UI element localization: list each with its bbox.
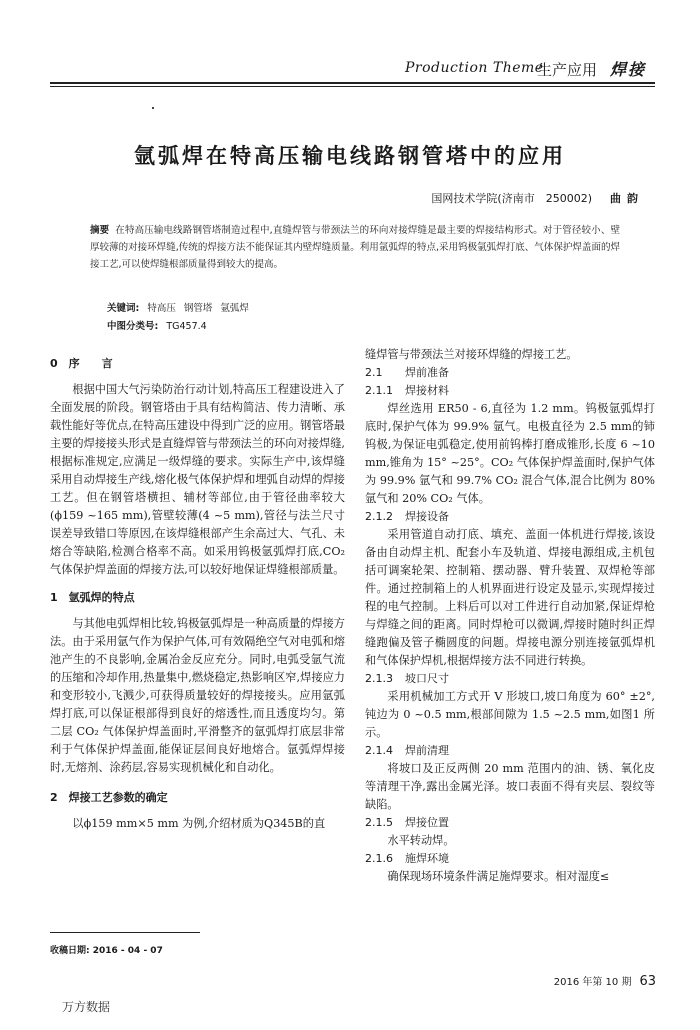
- text-line: 护焊盖面,能保证层间良好地熔合。氩弧焊焊接时,无熔: [50, 743, 345, 774]
- subsection-heading: [365, 382, 655, 400]
- subsection-heading: [365, 670, 655, 688]
- text-line: 采用管道自动打底、填充、盖面一体机进行焊接,: [387, 528, 633, 541]
- clc-code: TG457.4: [166, 321, 207, 332]
- text-line: 的铈钨极,为保证电弧稳定,使用前钨棒打磨成锥形,: [365, 420, 655, 451]
- classification: [107, 318, 207, 332]
- heading-label: 焊接材料: [405, 384, 449, 397]
- header-rule-thin: [50, 86, 655, 87]
- keywords: [107, 300, 257, 314]
- header-rule: [50, 82, 655, 84]
- section-heading: 1 氩弧焊的特点: [50, 591, 135, 604]
- paragraph: [365, 400, 655, 508]
- text-line: 测合格率不高。如采用钨极氩弧焊打底,CO₂ 气体保护: [50, 545, 345, 576]
- text-line: 长度 6 ~10 mm,锥角为 15° ~25°。CO₂ 气体保护焊盖: [365, 438, 656, 469]
- text-line: 稳定,热影响区窄,焊接应力和变形较小,飞溅少,可获得: [50, 671, 345, 702]
- paragraph: [365, 526, 655, 670]
- heading-label: 焊接位置: [405, 816, 449, 829]
- journal-name-en: Production Theme: [405, 60, 544, 76]
- page-number: 63: [639, 974, 656, 989]
- text-line: 水平转动焊。: [387, 834, 455, 847]
- text-line: 得到良好的熔透性,而且透度均匀。第二层 CO₂ 气体保: [50, 707, 346, 738]
- text-line: 剂、涂药层,容易实现机械化和自动化。: [87, 761, 281, 774]
- stray-dot: [152, 107, 154, 109]
- text-line: 根据中国大气污染防治行动计划,特高压工程建设: [72, 383, 312, 396]
- text-line: 焊接方法。由于采用氩气作为保护气体,可有效隔绝空: [50, 617, 345, 648]
- paragraph: [365, 688, 655, 742]
- text-line: 质量较好的焊接接头。应用氩弧焊打底,可以保证根部: [50, 689, 345, 720]
- abstract-line: 在特高压输电线路钢管塔制造过程中,直缝焊管与带颈法兰的环向对接焊缝是最主要的焊接结构形: [115, 225, 524, 236]
- paragraph: [50, 815, 345, 833]
- paragraph: [365, 832, 655, 850]
- heading-number: 2.1: [365, 366, 383, 379]
- paragraph: [365, 346, 655, 364]
- text-line: 气体保护焊和埋弧自动焊的焊接工艺。但在钢管塔横: [50, 473, 345, 504]
- text-line: 法兰的环向对接焊缝,根据标准规定,应满足一级焊缝的: [50, 437, 345, 468]
- text-line: 双焊枪等部件。通过控制箱上的人机界面进行设定及: [365, 564, 655, 595]
- text-line: 进入了全面发展的阶段。钢管塔由于具有结构简洁、传: [50, 383, 345, 414]
- text-line: 2°,钝边为 0 ~0.5 mm,根部间隙为 1.5 ~2.5 mm,如图: [365, 690, 655, 721]
- text-line: 要求。实际生产中,该焊缝采用自动焊接生产线,熔化极: [50, 455, 345, 486]
- heading-label: 焊接设备: [405, 510, 449, 523]
- author-name: 曲韵: [610, 192, 644, 205]
- heading-number: 2.1.5: [365, 816, 393, 829]
- heading-number: 2.1.6: [365, 852, 393, 865]
- heading-number: 2.1.3: [365, 672, 393, 685]
- text-line: 焊丝选用 ER50 - 6,直径为 1.2 mm。钨极氩弧焊: [387, 402, 644, 415]
- subsection-heading: [365, 742, 655, 760]
- text-line: 面时,保护气体为 99.9% 氩气和 99.7% CO₂ 混合气体,: [365, 456, 655, 487]
- clc-label: 中图分类号:: [107, 321, 159, 332]
- text-line: 的问题。焊接电源分别连接氩弧焊机和气体保护焊: [365, 636, 655, 667]
- text-line: 纹等缺陷。: [365, 780, 655, 811]
- heading-number: 2.1.2: [365, 510, 393, 523]
- text-line: 该设备由自动焊主机、配套小车及轨道、焊接电源组: [365, 528, 655, 559]
- abstract-label: 摘要: [90, 225, 110, 236]
- text-line: 1 所示。: [365, 708, 655, 739]
- watermark: 万方数据: [62, 1000, 111, 1014]
- issue-label: 2016 年第 10 期: [553, 977, 632, 988]
- abstract-line: 式。对于管径较小、壁厚较薄的对接环焊缝,传统的焊接方法不能保证其内壁焊缝质量。利用氩弧焊的特点,采用: [90, 225, 620, 253]
- paragraph: [365, 760, 655, 814]
- text-line: 采用机械加工方式开 V 形坡口,坡口角度为 60° ±: [387, 690, 639, 703]
- text-line: 将坡口及正反两侧 20 mm 范围内的油、锈、氧化皮: [387, 762, 655, 775]
- text-line: 机,根据焊接方法不同进行转换。: [432, 654, 593, 667]
- text-line: 混合比例为 80% 氩气和 20% CO₂ 气体。: [365, 474, 655, 505]
- section-name-cn: 生产应用: [537, 61, 598, 79]
- left-column: [50, 355, 345, 833]
- subsection-heading: [365, 814, 655, 832]
- subsection-heading: [365, 508, 655, 526]
- heading-label: 坡口尺寸: [405, 672, 449, 685]
- text-line: 显示,实现焊接过程的电气控制。上料后可以对工件: [365, 582, 655, 613]
- text-line: 应用。钢管塔最主要的焊接接头形式是直缝焊管与带颈: [50, 419, 345, 450]
- text-line: 进行自动加紧,保证焊枪与焊缝之间的距离。同时焊: [365, 600, 655, 631]
- footnote-rule: [50, 932, 200, 933]
- paragraph: [50, 381, 345, 579]
- abstract: [90, 222, 620, 273]
- text-line: 担、辅材等部位,由于管径曲率较大(ϕ159 ~165 mm),管: [50, 491, 345, 522]
- text-line: 打底时,保护气体为 99.9% 氩气。电极直径为 2.5 mm: [365, 402, 655, 433]
- paragraph: [50, 615, 345, 777]
- text-line: 缝焊管与带颈法兰对接环焊缝的焊接工艺。: [365, 348, 578, 361]
- subsection-heading: [365, 364, 655, 382]
- text-line: 等清理干净,露出金属光泽。坡口表面不得有夹层、裂: [365, 780, 633, 793]
- keywords-label: 关键词:: [107, 303, 140, 314]
- text-line: 焊盖面的焊接方法,可以较好地保证焊缝根部质量。: [94, 563, 345, 576]
- heading-label: 焊前准备: [405, 366, 449, 379]
- article-title: 氩弧焊在特高压输电线路钢管塔中的应用: [134, 144, 566, 168]
- text-line: 因,在该焊缝根部产生余高过大、气孔、未熔合等缺陷,检: [50, 527, 345, 558]
- subsection-heading: [365, 850, 655, 868]
- affiliation: 国网技术学院(济南市 250002): [431, 192, 592, 205]
- heading-label: 施焊环境: [405, 852, 449, 865]
- heading-number: 2.1.1: [365, 384, 393, 397]
- text-line: 力清晰、承载性能好等优点,在特高压建设中得到广泛的: [50, 401, 345, 432]
- keyword: 特高压: [147, 303, 176, 314]
- text-line: 枪可以微调,焊接时随时纠正焊缝跑偏及管子椭圆度: [365, 618, 655, 649]
- section-heading: 2 焊接工艺参数的确定: [50, 791, 168, 804]
- paragraph: [365, 868, 655, 886]
- section-heading: 0 序 言: [50, 357, 113, 370]
- text-line: 同时,电弧受氩气流的压缩和冷却作用,热量集中,燃烧: [50, 653, 345, 684]
- keyword: 钢管塔: [183, 303, 213, 314]
- text-line: 护焊盖面时,平滑整齐的氩弧焊打底层非常利于气体保: [50, 725, 345, 756]
- right-column: [365, 346, 655, 886]
- text-line: 以ϕ159 mm×5 mm 为例,介绍材质为Q345B的直: [72, 817, 326, 830]
- column-name: 焊接: [610, 60, 647, 79]
- text-line: 确保现场环境条件满足施焊要求。相对湿度≤: [387, 870, 610, 883]
- text-line: 壁较薄(4 ~5 mm),管径与法兰尺寸误差导致错口等原: [50, 509, 345, 540]
- text-line: 成,主机包括可调案轮架、控制箱、摆动器、臂升装置、: [365, 546, 655, 577]
- keyword: 氩弧焊: [220, 303, 249, 314]
- heading-label: 焊前清理: [405, 744, 449, 757]
- text-line: 气对电弧和熔池产生的不良影响,金属冶金反应充分。: [50, 635, 345, 666]
- abstract-line: 钨极氩弧焊打底、气体保护焊盖面的焊接工艺,可以使焊缝根部质量得到较大的提高。: [90, 242, 620, 270]
- text-line: 与其他电弧焊相比较,钨极氩弧焊是一种高质量的: [72, 617, 312, 630]
- author-line: [431, 190, 644, 206]
- page-footer: [554, 973, 656, 989]
- heading-number: 2.1.4: [365, 744, 393, 757]
- received-date: 收稿日期: 2016 - 04 - 07: [50, 946, 163, 956]
